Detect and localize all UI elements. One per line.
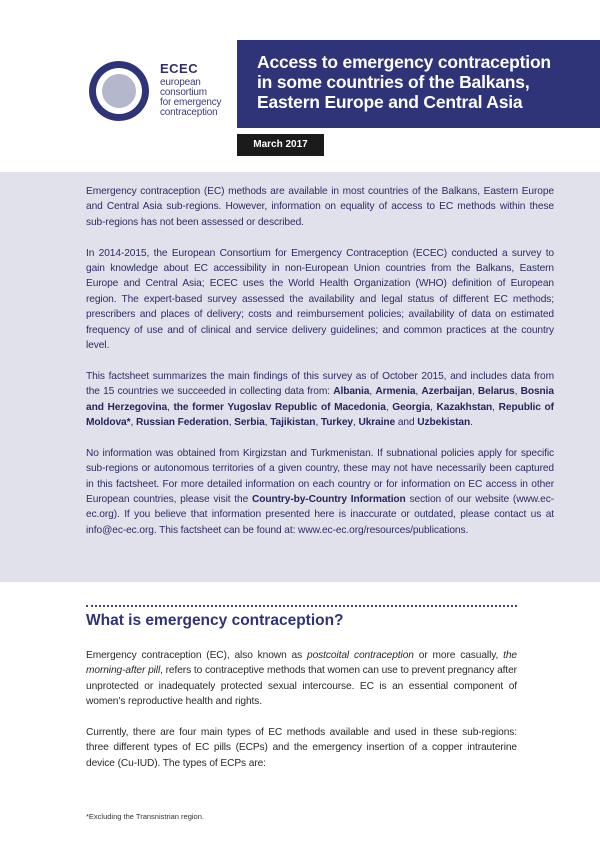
footnote: *Excluding the Transnistrian region. <box>86 812 204 821</box>
country-name: the former Yugoslav Republic of Macedonia <box>173 401 386 413</box>
country-name: Uzbekistan <box>417 417 471 429</box>
logo-text <box>160 62 221 118</box>
intro-paragraph-4: No information was obtained from Kirgizstan and Turkmenistan. If subnational policies apply for specific sub-regions or autonomous territories of a given country, these may not have necessarily been captured in this factsheet. For more detailed information on each country or for information on EC access in other European countries, please visit the Country-by-Country Information section of our website (www.ec-ec.org). If you believe that information presented here is inaccurate or outdated, please contact us at info@ec-ec.org. This factsheet can be found at: www.ec-ec.org/resources/publications. <box>86 447 554 536</box>
country-name: Kazakhstan <box>436 401 493 413</box>
ecec-logo-icon <box>86 58 152 124</box>
country-name: Ukraine <box>358 417 396 429</box>
intro-section <box>0 172 600 582</box>
section-divider <box>86 605 517 607</box>
publication-date: March 2017 <box>237 134 324 156</box>
body-paragraph-2: Currently, there are four main types of EC methods available and used in these sub-regions: three different types of EC pills (ECPs) and the emergency insertion of a copper intrauterine device (Cu-IUD). The types of ECPs are: <box>86 727 517 769</box>
intro-paragraph-3: This factsheet summarizes the main findings of this survey as of October 2015, and includes data from the 15 countries we succeeded in collecting data from: Albania, Armenia, Azerbaijan, Belarus, Bosnia and Herzegovina, the former Yugoslav Republic of Macedonia, Georgia, Kazakhstan, Republic of Moldova*, Russian Federation, Serbia, Tajikistan, Turkey, Ukraine and Uzbekistan. <box>86 370 554 429</box>
logo-abbreviation: ECEC <box>160 61 199 76</box>
country-list: Albania, Armenia, Azerbaijan, Belarus, Bosnia and Herzegovina, the former Yugoslav Republic of Macedonia, Georgia, Kazakhstan, Republic of Moldova*, Russian Federation, Serbia, Tajikistan, Turkey, Ukraine and Uzbekistan. <box>86 386 554 429</box>
country-name: Tajikistan <box>270 417 316 429</box>
country-name: Armenia <box>375 386 416 398</box>
country-name: Belarus <box>477 386 515 398</box>
country-info-link-text: Country-by-Country Information <box>251 494 406 506</box>
country-name: Georgia <box>392 401 431 413</box>
intro-paragraph-2: In 2014-2015, the European Consortium for Emergency Contraception (ECEC) conducted a survey to gain knowledge about EC accessibility in non-European Union countries from the Balkans, Eastern Europe and Central Asia; ECEC uses the World Health Organization (WHO) definition of European region. The expert-based survey assessed the availability and legal status of different EC methods; prescribers and places of delivery; costs and reimbursement policies; availability of data on estimated frequency of use and of clinical and service delivery guidelines; and common practices at the country level. <box>86 247 554 352</box>
logo-full-name: european consortium for emergency contraception <box>160 77 222 118</box>
page-title: Access to emergency contraception in some countries of the Balkans, Eastern Europe and Central Asia <box>257 52 551 112</box>
country-name: Turkey <box>320 417 353 429</box>
country-name: Albania <box>333 386 370 398</box>
intro-paragraph-1: Emergency contraception (EC) methods are available in most countries of the Balkans, Eastern Europe and Central Asia sub-regions. However, information on equality of access to EC methods within these sub-regions has not been assessed or described. <box>86 186 554 228</box>
section-heading: What is emergency contraception? <box>86 612 344 629</box>
country-name: Republic of Moldova* <box>86 401 554 429</box>
country-name: Bosnia and Herzegovina <box>86 386 554 413</box>
title-banner <box>237 40 600 128</box>
country-name: Russian Federation <box>135 417 229 429</box>
body-paragraph-1: Emergency contraception (EC), also known as postcoital contraception or more casually, the morning-after pill, refers to contraceptive methods that women can use to prevent pregnancy after unprotected or inadequately protected sexual intercourse. EC is an essential component of women’s reproductive health and rights. <box>86 650 518 708</box>
country-name: Serbia <box>234 417 265 429</box>
country-name: Azerbaijan <box>421 386 472 398</box>
section-body <box>86 648 517 787</box>
